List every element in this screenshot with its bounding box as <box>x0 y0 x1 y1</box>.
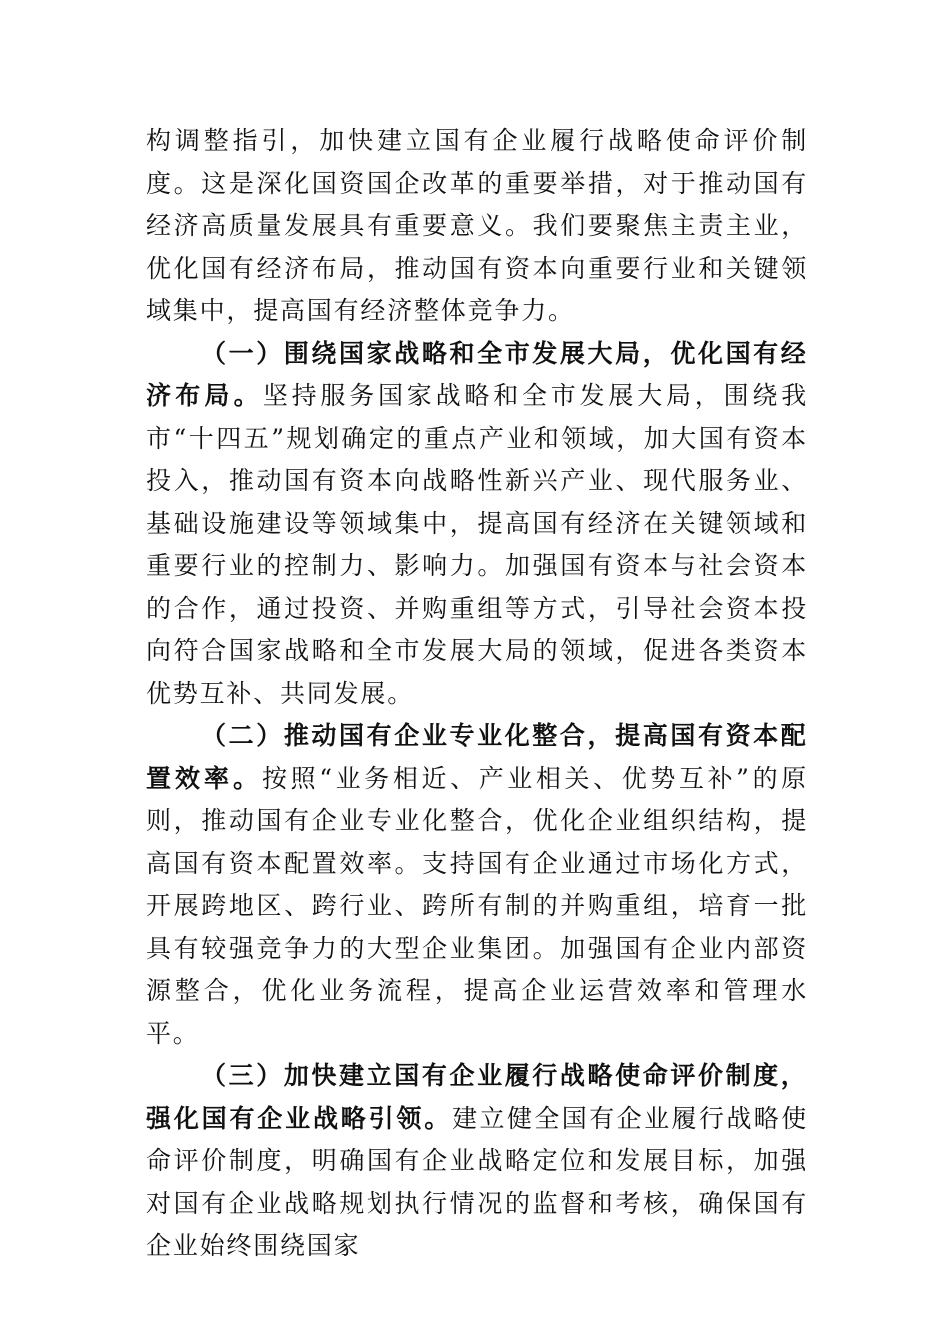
paragraph-intro-text: 构调整指引，加快建立国有企业履行战略使命评价制度。这是深化国资国企改革的重要举措，对于推动国有经济高质量发展具有重要意义。我们要聚焦主责主业，优化国有经济布局，推动国有资本向重要行业和关键领域集中，提高国有经济整体竞争力。 <box>146 126 808 325</box>
paragraph-section-3 <box>146 1055 808 1268</box>
section-2-heading: （二）推动国有企业专业化整合，提高国有资本配置效率。 <box>146 721 808 793</box>
section-2-text: 按照“业务相近、产业相关、优势互补”的原则，推动国有企业专业化整合，优化企业组织结构，提高国有资本配置效率。支持国有企业通过市场化方式，开展跨地区、跨行业、跨所有制的并购重组，培育一批具有较强竞争力的大型企业集团。加强国有企业内部资源整合，优化业务流程，提高企业运营效率和管理水平。 <box>146 763 808 1048</box>
paragraph-section-2 <box>146 715 808 1055</box>
section-1-heading: （一）围绕国家战略和全市发展大局，优化国有经济布局。 <box>146 338 808 410</box>
document-body <box>146 120 808 1268</box>
section-3-heading: （三）加快建立国有企业履行战略使命评价制度，强化国有企业战略引领。 <box>146 1061 808 1133</box>
section-3-text: 建立健全国有企业履行战略使命评价制度，明确国有企业战略定位和发展目标，加强对国有企业战略规划执行情况的监督和考核，确保国有企业始终围绕国家 <box>146 1103 809 1260</box>
paragraph-section-1 <box>146 333 808 716</box>
paragraph-intro <box>146 120 808 333</box>
section-1-text: 坚持服务国家战略和全市发展大局，围绕我市“十四五”规划确定的重点产业和领域，加大国有资本投入，推动国有资本向战略性新兴产业、现代服务业、基础设施建设等领域集中，提高国有经济在关键领域和重要行业的控制力、影响力。加强国有资本与社会资本的合作，通过投资、并购重组等方式，引导社会资本投向符合国家战略和全市发展大局的领域，促进各类资本优势互补、共同发展。 <box>146 381 809 708</box>
